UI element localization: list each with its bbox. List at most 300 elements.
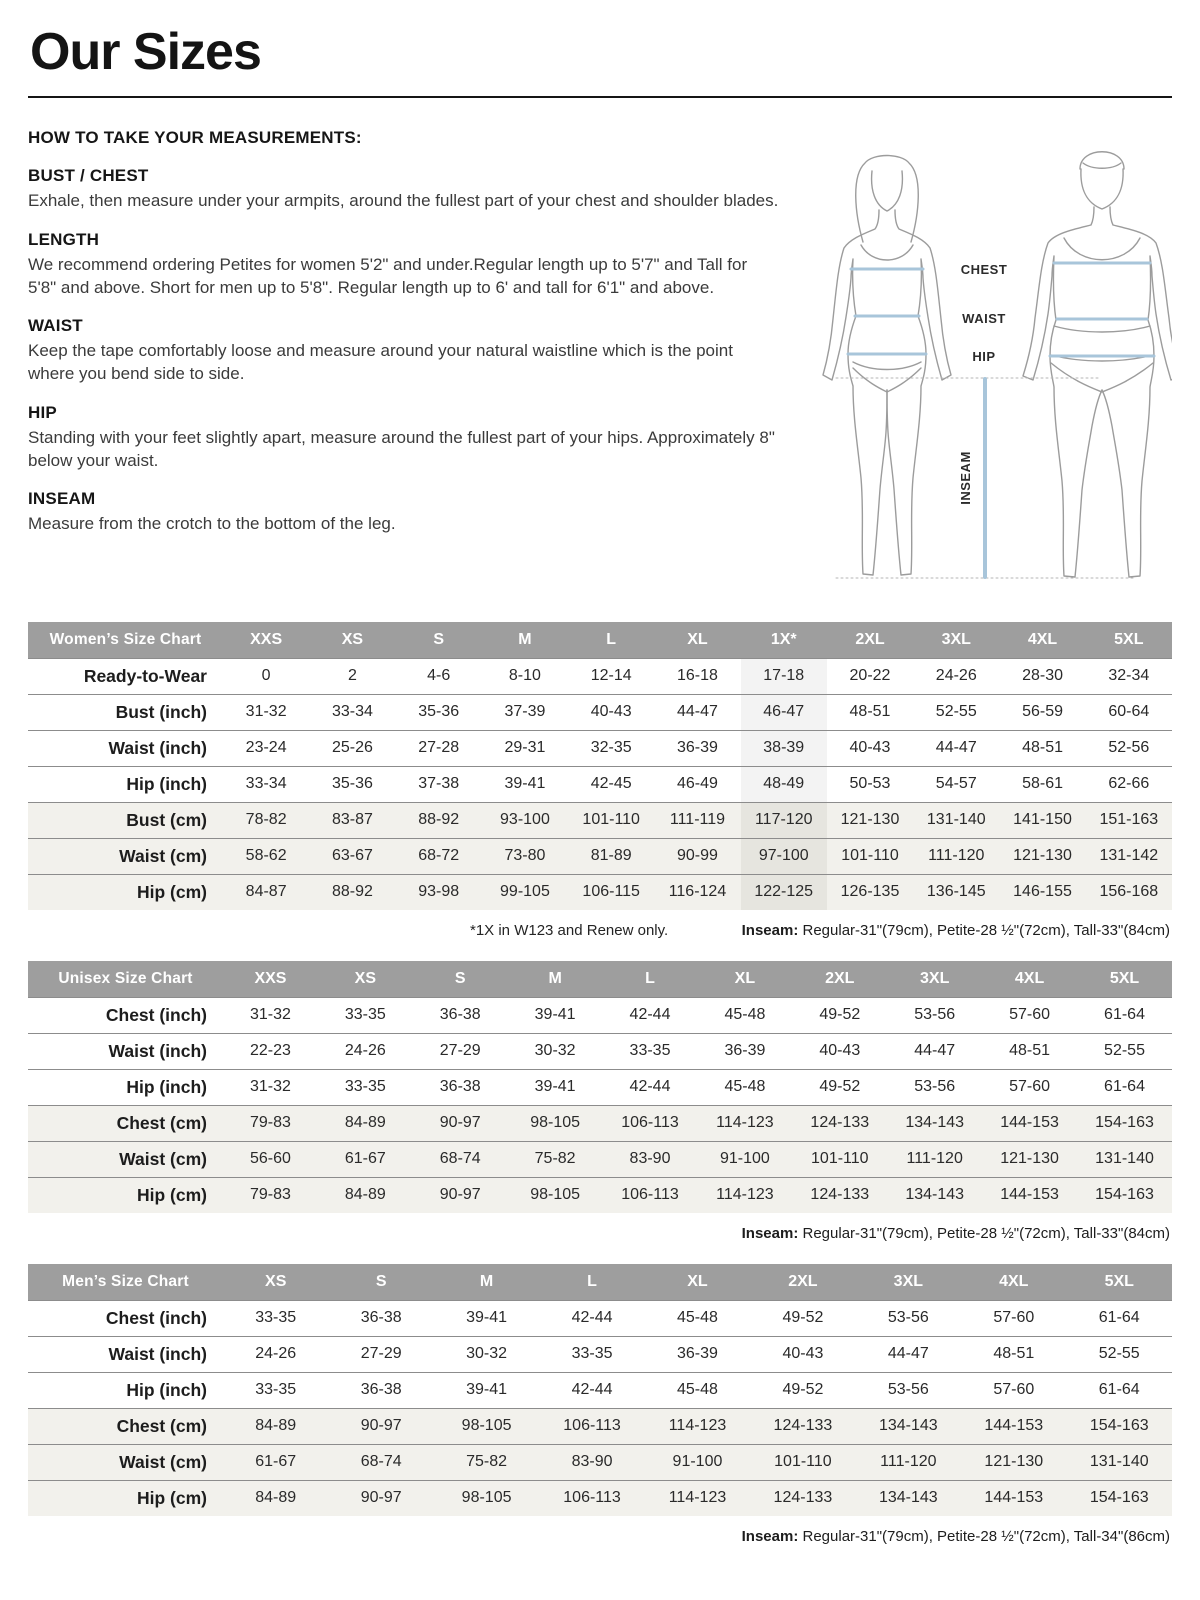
table-row	[28, 1444, 1172, 1480]
size-value-cell: 46-49	[654, 766, 740, 802]
size-value-cell: 156-168	[1086, 874, 1172, 910]
size-value-cell: 90-97	[413, 1105, 508, 1141]
size-value-cell: 154-163	[1077, 1105, 1172, 1141]
row-label: Bust (inch)	[28, 694, 223, 730]
row-label: Chest (cm)	[28, 1105, 223, 1141]
size-value-cell: 57-60	[961, 1372, 1066, 1408]
size-value-cell: 56-59	[999, 694, 1085, 730]
size-tables-section	[28, 622, 1172, 1545]
size-column-header: 3XL	[887, 961, 982, 997]
size-value-cell: 124-133	[750, 1480, 855, 1516]
size-value-cell: 50-53	[827, 766, 913, 802]
size-value-cell: 24-26	[913, 658, 999, 694]
row-label: Ready-to-Wear	[28, 658, 223, 694]
size-value-cell: 121-130	[961, 1444, 1066, 1480]
size-column-header: 2XL	[827, 622, 913, 658]
size-value-cell: 84-87	[223, 874, 309, 910]
size-value-cell: 116-124	[654, 874, 740, 910]
size-value-cell: 53-56	[887, 997, 982, 1033]
size-value-cell: 48-51	[982, 1033, 1077, 1069]
table-row	[28, 802, 1172, 838]
size-column-header: XS	[318, 961, 413, 997]
size-value-cell: 131-140	[913, 802, 999, 838]
size-value-cell: 36-38	[328, 1372, 433, 1408]
size-value-cell: 106-115	[568, 874, 654, 910]
size-column-header: 5XL	[1067, 1264, 1173, 1300]
row-label: Hip (inch)	[28, 766, 223, 802]
size-value-cell: 134-143	[856, 1408, 961, 1444]
size-value-cell: 39-41	[434, 1372, 539, 1408]
section-text: Exhale, then measure under your armpits, around the fullest part of your chest and shoulder blades.	[28, 191, 779, 210]
one-x-footnote: *1X in W123 and Renew only.	[470, 922, 669, 939]
size-value-cell: 131-140	[1077, 1141, 1172, 1177]
size-value-cell: 42-44	[603, 997, 698, 1033]
size-value-cell: 32-35	[568, 730, 654, 766]
waist-label: WAIST	[962, 311, 1006, 326]
size-value-cell: 131-140	[1067, 1444, 1173, 1480]
size-value-cell: 58-62	[223, 838, 309, 874]
size-value-cell: 54-57	[913, 766, 999, 802]
size-value-cell: 68-72	[396, 838, 482, 874]
size-value-cell: 39-41	[508, 1069, 603, 1105]
size-value-cell: 114-123	[645, 1480, 750, 1516]
size-value-cell: 57-60	[961, 1300, 1066, 1336]
size-value-cell: 61-64	[1077, 1069, 1172, 1105]
size-value-cell: 24-26	[318, 1033, 413, 1069]
table-row	[28, 658, 1172, 694]
size-column-header: XL	[697, 961, 792, 997]
body-measurement-diagram	[792, 126, 1172, 606]
size-value-cell: 42-44	[539, 1300, 644, 1336]
size-value-cell: 37-39	[482, 694, 568, 730]
size-column-header: XXS	[223, 961, 318, 997]
size-value-cell: 75-82	[434, 1444, 539, 1480]
size-value-cell: 134-143	[887, 1105, 982, 1141]
size-value-cell: 33-35	[603, 1033, 698, 1069]
table-row	[28, 730, 1172, 766]
size-value-cell: 45-48	[697, 1069, 792, 1105]
size-value-cell: 25-26	[309, 730, 395, 766]
size-value-cell: 48-51	[827, 694, 913, 730]
size-value-cell: 61-67	[223, 1444, 328, 1480]
size-value-cell: 131-142	[1086, 838, 1172, 874]
row-label: Hip (inch)	[28, 1372, 223, 1408]
size-value-cell: 141-150	[999, 802, 1085, 838]
size-value-cell: 124-133	[792, 1105, 887, 1141]
table-header-row	[28, 1264, 1172, 1300]
size-value-cell: 144-153	[982, 1105, 1077, 1141]
size-value-cell: 98-105	[508, 1105, 603, 1141]
size-value-cell: 48-49	[741, 766, 827, 802]
size-value-cell: 33-34	[309, 694, 395, 730]
size-value-cell: 154-163	[1077, 1177, 1172, 1213]
size-value-cell: 126-135	[827, 874, 913, 910]
size-value-cell: 144-153	[961, 1408, 1066, 1444]
unisex-table-notes	[28, 1225, 1170, 1242]
size-value-cell: 32-34	[1086, 658, 1172, 694]
page-title: Our Sizes	[30, 23, 261, 81]
size-value-cell: 42-44	[603, 1069, 698, 1105]
row-label: Waist (cm)	[28, 1444, 223, 1480]
size-value-cell: 2	[309, 658, 395, 694]
table-title: Men’s Size Chart	[28, 1264, 223, 1300]
table-title: Unisex Size Chart	[28, 961, 223, 997]
size-value-cell: 31-32	[223, 997, 318, 1033]
size-value-cell: 122-125	[741, 874, 827, 910]
hip-label: HIP	[972, 349, 996, 364]
size-value-cell: 8-10	[482, 658, 568, 694]
size-value-cell: 98-105	[434, 1480, 539, 1516]
size-value-cell: 114-123	[645, 1408, 750, 1444]
size-value-cell: 101-110	[568, 802, 654, 838]
size-value-cell: 23-24	[223, 730, 309, 766]
measurement-instructions-section	[28, 122, 1172, 606]
size-value-cell: 114-123	[697, 1177, 792, 1213]
row-label: Waist (cm)	[28, 1141, 223, 1177]
row-label: Hip (cm)	[28, 874, 223, 910]
section-waist	[28, 316, 780, 386]
size-value-cell: 151-163	[1086, 802, 1172, 838]
size-value-cell: 33-35	[223, 1300, 328, 1336]
size-value-cell: 31-32	[223, 1069, 318, 1105]
table-row	[28, 1372, 1172, 1408]
size-value-cell: 93-100	[482, 802, 568, 838]
size-value-cell: 124-133	[792, 1177, 887, 1213]
table-header-row	[28, 961, 1172, 997]
size-value-cell: 136-145	[913, 874, 999, 910]
size-value-cell: 57-60	[982, 997, 1077, 1033]
size-value-cell: 53-56	[887, 1069, 982, 1105]
size-value-cell: 33-34	[223, 766, 309, 802]
size-value-cell: 17-18	[741, 658, 827, 694]
size-value-cell: 91-100	[697, 1141, 792, 1177]
row-label: Bust (cm)	[28, 802, 223, 838]
size-value-cell: 39-41	[482, 766, 568, 802]
size-value-cell: 28-30	[999, 658, 1085, 694]
size-value-cell: 40-43	[568, 694, 654, 730]
size-value-cell: 90-97	[413, 1177, 508, 1213]
table-row	[28, 1300, 1172, 1336]
size-value-cell: 78-82	[223, 802, 309, 838]
row-label: Chest (inch)	[28, 1300, 223, 1336]
size-value-cell: 30-32	[508, 1033, 603, 1069]
womens-inseam-note: Inseam: Regular-31"(79cm), Petite-28 ½"(72cm), Tall-33"(84cm)	[741, 922, 1170, 939]
size-column-header: 2XL	[792, 961, 887, 997]
size-value-cell: 101-110	[827, 838, 913, 874]
size-value-cell: 36-39	[645, 1336, 750, 1372]
size-column-header: L	[568, 622, 654, 658]
size-value-cell: 106-113	[603, 1177, 698, 1213]
size-column-header: L	[539, 1264, 644, 1300]
size-value-cell: 114-123	[697, 1105, 792, 1141]
table-row	[28, 1069, 1172, 1105]
size-value-cell: 49-52	[792, 997, 887, 1033]
size-value-cell: 111-120	[887, 1141, 982, 1177]
size-value-cell: 121-130	[982, 1141, 1077, 1177]
section-text: We recommend ordering Petites for women 5'2" and under.Regular length up to 5'7" and Tall for 5'8" and above. Short for men up to 5'8". Regular length up to 6' and tall for 6'1" and above.	[28, 254, 748, 297]
size-value-cell: 154-163	[1067, 1408, 1173, 1444]
size-value-cell: 106-113	[603, 1105, 698, 1141]
table-row	[28, 874, 1172, 910]
size-value-cell: 35-36	[396, 694, 482, 730]
size-value-cell: 91-100	[645, 1444, 750, 1480]
size-value-cell: 83-90	[603, 1141, 698, 1177]
size-value-cell: 106-113	[539, 1408, 644, 1444]
row-label: Waist (cm)	[28, 838, 223, 874]
size-column-header: XS	[223, 1264, 328, 1300]
size-column-header: 5XL	[1086, 622, 1172, 658]
section-length	[28, 230, 780, 300]
size-value-cell: 63-67	[309, 838, 395, 874]
size-value-cell: 52-56	[1086, 730, 1172, 766]
size-value-cell: 44-47	[856, 1336, 961, 1372]
size-value-cell: 4-6	[396, 658, 482, 694]
size-value-cell: 48-51	[961, 1336, 1066, 1372]
row-label: Waist (inch)	[28, 1033, 223, 1069]
size-column-header: 4XL	[999, 622, 1085, 658]
size-value-cell: 33-35	[223, 1372, 328, 1408]
size-value-cell: 46-47	[741, 694, 827, 730]
woman-figure-outline	[823, 156, 951, 576]
size-column-header: S	[396, 622, 482, 658]
size-value-cell: 24-26	[223, 1336, 328, 1372]
size-value-cell: 42-44	[539, 1372, 644, 1408]
size-column-header: 4XL	[982, 961, 1077, 997]
size-value-cell: 99-105	[482, 874, 568, 910]
size-value-cell: 45-48	[697, 997, 792, 1033]
size-value-cell: 83-87	[309, 802, 395, 838]
size-value-cell: 124-133	[750, 1408, 855, 1444]
size-value-cell: 121-130	[827, 802, 913, 838]
table-title: Women’s Size Chart	[28, 622, 223, 658]
table-row	[28, 1105, 1172, 1141]
unisex-inseam-note: Inseam: Regular-31"(79cm), Petite-28 ½"(72cm), Tall-33"(84cm)	[741, 1225, 1170, 1242]
size-value-cell: 27-29	[328, 1336, 433, 1372]
size-value-cell: 45-48	[645, 1300, 750, 1336]
womens-table-notes	[28, 922, 1170, 939]
size-value-cell: 75-82	[508, 1141, 603, 1177]
size-value-cell: 88-92	[309, 874, 395, 910]
size-value-cell: 79-83	[223, 1177, 318, 1213]
size-value-cell: 45-48	[645, 1372, 750, 1408]
table-header-row	[28, 622, 1172, 658]
mens-table-notes	[28, 1528, 1170, 1545]
section-heading: INSEAM	[28, 489, 96, 509]
size-value-cell: 22-23	[223, 1033, 318, 1069]
inseam-label: INSEAM	[958, 451, 973, 505]
size-value-cell: 42-45	[568, 766, 654, 802]
section-heading: WAIST	[28, 316, 83, 336]
womens-size-chart-table	[28, 622, 1172, 910]
size-value-cell: 36-39	[697, 1033, 792, 1069]
size-value-cell: 44-47	[654, 694, 740, 730]
size-column-header: 3XL	[856, 1264, 961, 1300]
size-value-cell: 36-38	[413, 1069, 508, 1105]
size-column-header: L	[603, 961, 698, 997]
size-column-header: XL	[645, 1264, 750, 1300]
mens-size-chart-table	[28, 1264, 1172, 1516]
row-label: Hip (inch)	[28, 1069, 223, 1105]
size-value-cell: 52-55	[913, 694, 999, 730]
size-value-cell: 53-56	[856, 1300, 961, 1336]
size-value-cell: 93-98	[396, 874, 482, 910]
size-value-cell: 33-35	[539, 1336, 644, 1372]
size-value-cell: 90-97	[328, 1408, 433, 1444]
size-value-cell: 111-119	[654, 802, 740, 838]
size-value-cell: 144-153	[961, 1480, 1066, 1516]
size-value-cell: 40-43	[750, 1336, 855, 1372]
size-value-cell: 33-35	[318, 1069, 413, 1105]
size-value-cell: 57-60	[982, 1069, 1077, 1105]
table-row	[28, 997, 1172, 1033]
size-value-cell: 101-110	[750, 1444, 855, 1480]
table-row	[28, 1480, 1172, 1516]
size-value-cell: 49-52	[750, 1372, 855, 1408]
size-value-cell: 117-120	[741, 802, 827, 838]
size-column-header: M	[434, 1264, 539, 1300]
size-value-cell: 20-22	[827, 658, 913, 694]
size-value-cell: 33-35	[318, 997, 413, 1033]
size-column-header: XS	[309, 622, 395, 658]
size-value-cell: 36-39	[654, 730, 740, 766]
size-value-cell: 49-52	[750, 1300, 855, 1336]
size-value-cell: 44-47	[913, 730, 999, 766]
size-value-cell: 144-153	[982, 1177, 1077, 1213]
size-column-header: 4XL	[961, 1264, 1066, 1300]
size-value-cell: 38-39	[741, 730, 827, 766]
table-row	[28, 1177, 1172, 1213]
size-column-header: XXS	[223, 622, 309, 658]
size-value-cell: 36-38	[328, 1300, 433, 1336]
size-value-cell: 90-99	[654, 838, 740, 874]
measurement-text-column	[28, 122, 780, 553]
size-value-cell: 36-38	[413, 997, 508, 1033]
row-label: Chest (inch)	[28, 997, 223, 1033]
size-value-cell: 62-66	[1086, 766, 1172, 802]
measurements-heading: HOW TO TAKE YOUR MEASUREMENTS:	[28, 128, 362, 147]
section-heading: HIP	[28, 402, 57, 422]
size-value-cell: 35-36	[309, 766, 395, 802]
size-column-header: 1X*	[741, 622, 827, 658]
size-value-cell: 16-18	[654, 658, 740, 694]
size-value-cell: 40-43	[792, 1033, 887, 1069]
row-label: Waist (inch)	[28, 1336, 223, 1372]
size-column-header: M	[482, 622, 568, 658]
size-value-cell: 98-105	[508, 1177, 603, 1213]
size-value-cell: 49-52	[792, 1069, 887, 1105]
size-value-cell: 48-51	[999, 730, 1085, 766]
section-text: Keep the tape comfortably loose and measure around your natural waistline which is the point where you bend side to side.	[28, 341, 733, 384]
size-value-cell: 39-41	[434, 1300, 539, 1336]
size-value-cell: 111-120	[856, 1444, 961, 1480]
size-value-cell: 29-31	[482, 730, 568, 766]
size-value-cell: 101-110	[792, 1141, 887, 1177]
section-heading: LENGTH	[28, 229, 100, 249]
size-value-cell: 31-32	[223, 694, 309, 730]
size-value-cell: 61-64	[1067, 1372, 1173, 1408]
size-column-header: XL	[654, 622, 740, 658]
size-value-cell: 61-64	[1077, 997, 1172, 1033]
section-text: Measure from the crotch to the bottom of the leg.	[28, 514, 396, 534]
size-value-cell: 0	[223, 658, 309, 694]
size-value-cell: 58-61	[999, 766, 1085, 802]
size-value-cell: 56-60	[223, 1141, 318, 1177]
man-figure-outline	[1023, 152, 1172, 577]
size-value-cell: 30-32	[434, 1336, 539, 1372]
size-column-header: S	[328, 1264, 433, 1300]
size-value-cell: 37-38	[396, 766, 482, 802]
section-bust-chest	[28, 166, 780, 213]
size-value-cell: 84-89	[318, 1105, 413, 1141]
size-value-cell: 146-155	[999, 874, 1085, 910]
chest-label: CHEST	[960, 262, 1008, 277]
table-row	[28, 838, 1172, 874]
size-value-cell: 90-97	[328, 1480, 433, 1516]
size-value-cell: 60-64	[1086, 694, 1172, 730]
size-value-cell: 12-14	[568, 658, 654, 694]
size-value-cell: 52-55	[1067, 1336, 1173, 1372]
size-value-cell: 52-55	[1077, 1033, 1172, 1069]
size-value-cell: 81-89	[568, 838, 654, 874]
size-column-header: 3XL	[913, 622, 999, 658]
size-value-cell: 134-143	[887, 1177, 982, 1213]
size-column-header: 5XL	[1077, 961, 1172, 997]
title-divider	[28, 96, 1172, 98]
size-value-cell: 61-67	[318, 1141, 413, 1177]
size-value-cell: 27-29	[413, 1033, 508, 1069]
size-value-cell: 53-56	[856, 1372, 961, 1408]
table-row	[28, 766, 1172, 802]
size-value-cell: 68-74	[413, 1141, 508, 1177]
table-row	[28, 694, 1172, 730]
size-column-header: 2XL	[750, 1264, 855, 1300]
size-column-header: S	[413, 961, 508, 997]
table-row	[28, 1033, 1172, 1069]
size-value-cell: 83-90	[539, 1444, 644, 1480]
size-value-cell: 27-28	[396, 730, 482, 766]
table-row	[28, 1141, 1172, 1177]
row-label: Hip (cm)	[28, 1480, 223, 1516]
size-value-cell: 98-105	[434, 1408, 539, 1444]
size-value-cell: 97-100	[741, 838, 827, 874]
size-value-cell: 88-92	[396, 802, 482, 838]
size-value-cell: 61-64	[1067, 1300, 1173, 1336]
size-value-cell: 84-89	[318, 1177, 413, 1213]
size-value-cell: 121-130	[999, 838, 1085, 874]
row-label: Hip (cm)	[28, 1177, 223, 1213]
size-column-header: M	[508, 961, 603, 997]
size-value-cell: 106-113	[539, 1480, 644, 1516]
mens-inseam-note: Inseam: Regular-31"(79cm), Petite-28 ½"(72cm), Tall-34"(86cm)	[741, 1528, 1170, 1545]
size-value-cell: 40-43	[827, 730, 913, 766]
size-value-cell: 79-83	[223, 1105, 318, 1141]
section-hip	[28, 403, 780, 473]
unisex-size-chart-table	[28, 961, 1172, 1213]
size-value-cell: 154-163	[1067, 1480, 1173, 1516]
size-value-cell: 84-89	[223, 1480, 328, 1516]
size-value-cell: 68-74	[328, 1444, 433, 1480]
size-value-cell: 73-80	[482, 838, 568, 874]
section-text: Standing with your feet slightly apart, measure around the fullest part of your hips. Approximately 8" below your waist.	[28, 427, 775, 470]
table-row	[28, 1408, 1172, 1444]
size-value-cell: 111-120	[913, 838, 999, 874]
size-value-cell: 84-89	[223, 1408, 328, 1444]
section-heading: BUST / CHEST	[28, 166, 149, 185]
size-value-cell: 39-41	[508, 997, 603, 1033]
size-value-cell: 134-143	[856, 1480, 961, 1516]
row-label: Waist (inch)	[28, 730, 223, 766]
table-row	[28, 1336, 1172, 1372]
